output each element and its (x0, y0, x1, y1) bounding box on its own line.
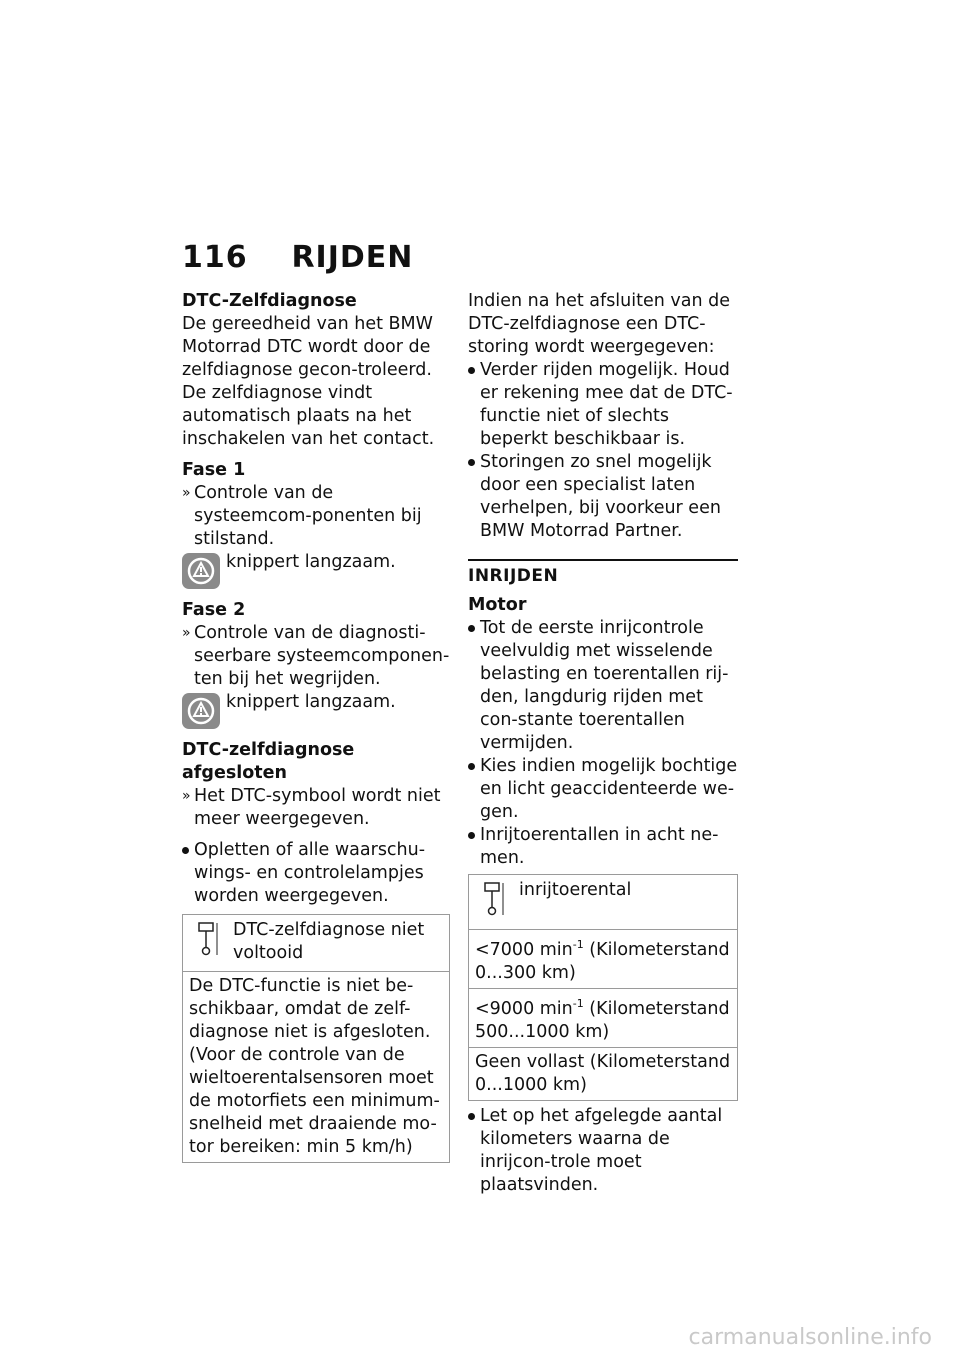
step-marker: » (182, 625, 191, 641)
page-number: 116 (182, 240, 248, 275)
table-row: <9000 $\min^{-1}$ (Kilometerstand 500...1000 km) (469, 988, 737, 1047)
heading-phase-2: Fase 2 (182, 600, 246, 620)
section-divider (468, 559, 738, 561)
list-item: Tot de eerste inrijcontrole veelvuldig met wisselende belasting en toerentallen rij-den, langdurig rijden met con-stante toerentallen vermijden. (468, 617, 738, 755)
list-item: Storingen zo snel mogelijk door een specialist laten verhelpen, bij voorkeur een BMW Motorrad Partner. (468, 451, 738, 543)
list-item: Inrijtoerentallen in acht ne-men. (468, 824, 738, 870)
list-item: Let op het afgelegde aantal kilometers waarna de inrijcon-trole moet plaatsvinden. (468, 1105, 738, 1197)
watermark: carmanualsonline.info (688, 1325, 932, 1350)
heading-selfdiagnosis-completed: DTC-zelfdiagnose afgesloten (182, 740, 355, 783)
phase-1-indicator: knippert langzaam. (182, 551, 450, 591)
piston-icon (197, 921, 219, 957)
page-header (182, 240, 413, 275)
dtc-warning-icon (182, 553, 220, 589)
phase-2-step: » Controle van de diagnosti-seerbare systeemcomponen-ten bij het wegrijden. (182, 623, 450, 689)
phase-1-step: » Controle van de systeemcom-ponenten bij stilstand. (182, 483, 422, 549)
phase-2-indicator: knippert langzaam. (182, 691, 450, 731)
section-heading-running-in: INRIJDEN (468, 566, 559, 586)
table-row: Geen vollast (Kilometerstand 0...1000 km) (469, 1047, 737, 1100)
table-row: <7000 $\min^{-1}$ (Kilometerstand 0...300 km) (469, 929, 737, 988)
step-marker: » (182, 485, 191, 501)
right-column (468, 290, 738, 1197)
note-body: De DTC-functie is niet be-schikbaar, omdat de zelf-diagnose niet is afgesloten. (Voor de controle van de wieltoerentalsensoren moet de motorfiets een minimum-snelheid met draaiende mo-tor bereiken: min 5 km/h) (183, 971, 449, 1162)
intro-paragraph: De gereedheid van het BMW Motorrad DTC wordt door de zelfdiagnose gecon-troleerd. De zelfdiagnose vindt automatisch plaats na het inschakelen van het contact. (182, 314, 435, 449)
note-title-row: DTC-zelfdiagnose niet voltooid (183, 915, 449, 971)
table-title-row: inrijtoerental (469, 875, 737, 929)
left-column (182, 290, 450, 1163)
dtc-fault-paragraph: Indien na het afsluiten van de DTC-zelfdiagnose een DTC-storing wordt weergegeven: (468, 291, 731, 357)
step-marker: » (182, 788, 191, 804)
completed-step: » Het DTC-symbool wordt niet meer weergegeven. (182, 786, 441, 829)
list-item: Verder rijden mogelijk. Houd er rekening mee dat de DTC-functie niet of slechts beperkt beschikbaar is. (468, 359, 738, 451)
section-title: RIJDEN (291, 240, 414, 275)
dtc-warning-icon (182, 693, 220, 729)
heading-dtc-selfdiagnosis: DTC-Zelfdiagnose (182, 291, 357, 311)
list-item: Kies indien mogelijk bochtige en licht geaccidenteerde we-gen. (468, 755, 738, 824)
note-box-selfdiagnosis-incomplete (182, 914, 450, 1163)
completed-bullet: Opletten of alle waarschu-wings- en controlelampjes worden weergegeven. (182, 839, 450, 908)
piston-icon (483, 881, 505, 917)
heading-engine: Motor (468, 595, 527, 615)
running-in-speed-table (468, 874, 738, 1101)
heading-phase-1: Fase 1 (182, 460, 246, 480)
